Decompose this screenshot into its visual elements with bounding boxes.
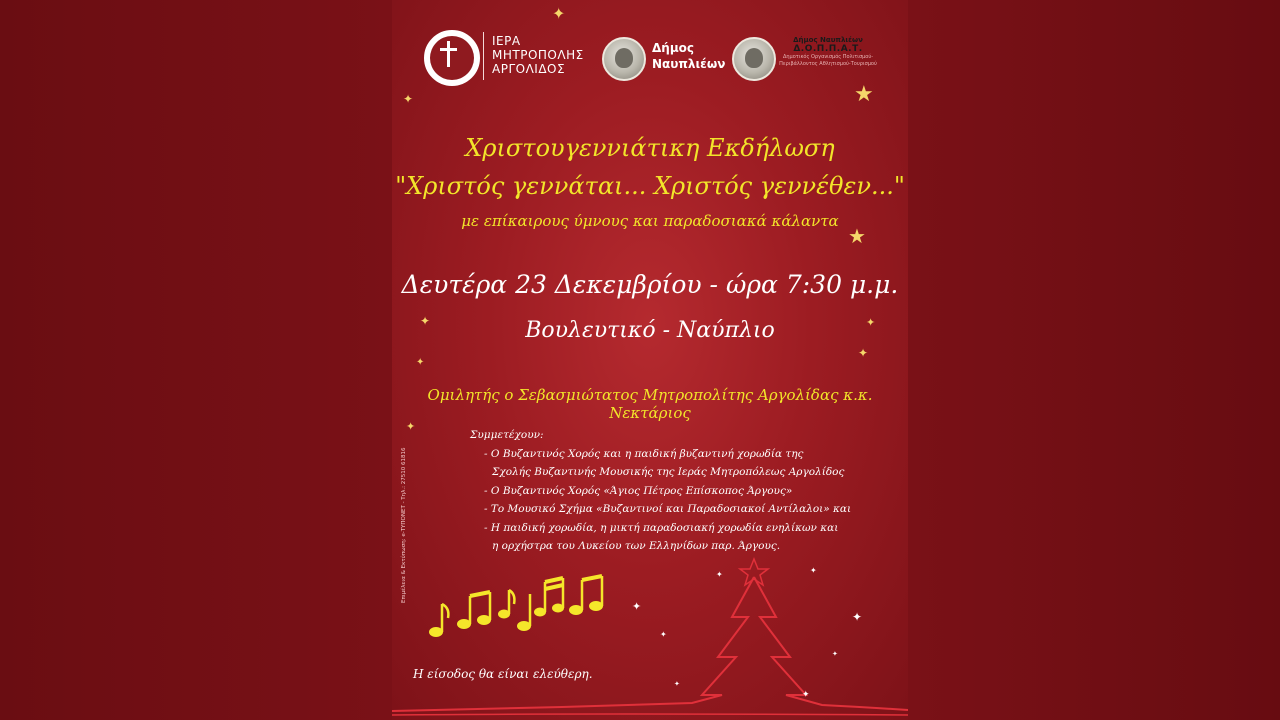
municipality-name bbox=[652, 40, 725, 72]
metropolis-line-2: ΜΗΤΡΟΠΟΛΗΣ bbox=[492, 48, 584, 62]
printer-credit: Επιμέλεια & Εκτύπωση: e-ΤΥΠΟΝΕΤ - Τηλ.: 27510 61816 bbox=[401, 447, 407, 603]
event-speaker: Ομιλητής ο Σεβασμιώτατος Μητροπολίτης Αργολίδας κ.κ. Νεκτάριος bbox=[427, 386, 873, 422]
sparkle-icon: ✦ bbox=[674, 680, 680, 688]
entry-note: Η είσοδος θα είναι ελεύθερη. bbox=[413, 667, 593, 681]
metropolis-line-3: ΑΡΓΟΛΙΔΟΣ bbox=[492, 62, 566, 76]
event-date-time: Δευτέρα 23 Δεκεμβρίου - ώρα 7:30 μ.μ. bbox=[401, 270, 899, 299]
star-icon: ✦ bbox=[858, 346, 869, 360]
christmas-tree-icon bbox=[392, 555, 908, 720]
metropolis-seal-logo bbox=[424, 30, 480, 86]
star-icon: ✦ bbox=[403, 92, 414, 106]
sparkle-icon: ✦ bbox=[660, 630, 667, 639]
participant-line: η ορχήστρα του Λυκείου των Ελληνίδων παρ. Άργους. bbox=[492, 540, 781, 552]
sparkle-icon: ✦ bbox=[632, 600, 642, 613]
right-background bbox=[908, 0, 1280, 720]
star-icon: ✦ bbox=[866, 316, 876, 329]
event-subtitle: "Χριστός γεννάται... Χριστός γεννέθεν..." bbox=[395, 172, 905, 200]
participant-line: Σχολής Βυζαντινής Μουσικής της Ιεράς Μητροπόλεως Αργολίδος bbox=[492, 466, 845, 478]
participant-line: - Το Μουσικό Σχήμα «Βυζαντινοί και Παραδοσιακοί Αντίλαλοι» και bbox=[484, 503, 852, 515]
star-icon: ✦ bbox=[416, 357, 425, 368]
event-tagline: με επίκαιρους ύμνους και παραδοσιακά κάλαντα bbox=[461, 212, 839, 230]
event-poster bbox=[392, 0, 908, 720]
participants-heading: Συμμετέχουν: bbox=[470, 429, 544, 441]
doppat-name bbox=[775, 36, 881, 68]
sparkle-icon: ✦ bbox=[716, 570, 723, 579]
municipality-coin-logo bbox=[602, 37, 646, 81]
participants-list bbox=[470, 426, 851, 556]
doppat-line-1: Δήμος Ναυπλιέων bbox=[793, 36, 863, 44]
star-icon: ✦ bbox=[552, 4, 566, 23]
doppat-line-2: Δ.Ο.Π.Π.Α.Τ. bbox=[793, 44, 863, 54]
star-icon: ★ bbox=[848, 224, 866, 248]
municipality-line-2: Ναυπλιέων bbox=[652, 57, 726, 71]
event-place: Βουλευτικό - Ναύπλιο bbox=[525, 318, 775, 343]
participant-line: - Η παιδική χορωδία, η μικτή παραδοσιακή χορωδία ενηλίκων και bbox=[484, 521, 839, 534]
metropolis-name bbox=[492, 34, 584, 76]
logo-divider bbox=[483, 32, 484, 80]
municipality-line-1: Δήμος bbox=[652, 41, 695, 55]
left-background bbox=[0, 0, 392, 720]
sparkle-icon: ✦ bbox=[810, 566, 817, 575]
star-icon: ★ bbox=[854, 82, 874, 107]
participant-line: - Ο Βυζαντινός Χορός «Άγιος Πέτρος Επίσκοπος Άργους» bbox=[484, 484, 793, 497]
event-title: Χριστουγεννιάτικη Εκδήλωση bbox=[465, 134, 835, 162]
doppat-line-3: Δημοτικός Οργανισμός Πολιτισμού-Περιβάλλοντος Αθλητισμού-Τουρισμού bbox=[779, 54, 877, 67]
participant-line: - Ο Βυζαντινός Χορός και η παιδική βυζαντινή χορωδία της bbox=[484, 447, 804, 460]
sparkle-icon: ✦ bbox=[832, 650, 838, 658]
metropolis-line-1: ΙΕΡΑ bbox=[492, 34, 521, 48]
sparkle-icon: ✦ bbox=[852, 610, 863, 624]
star-icon: ✦ bbox=[420, 314, 431, 328]
doppat-coin-logo bbox=[732, 37, 776, 81]
star-icon: ✦ bbox=[406, 420, 416, 433]
sparkle-icon: ✦ bbox=[802, 690, 810, 700]
